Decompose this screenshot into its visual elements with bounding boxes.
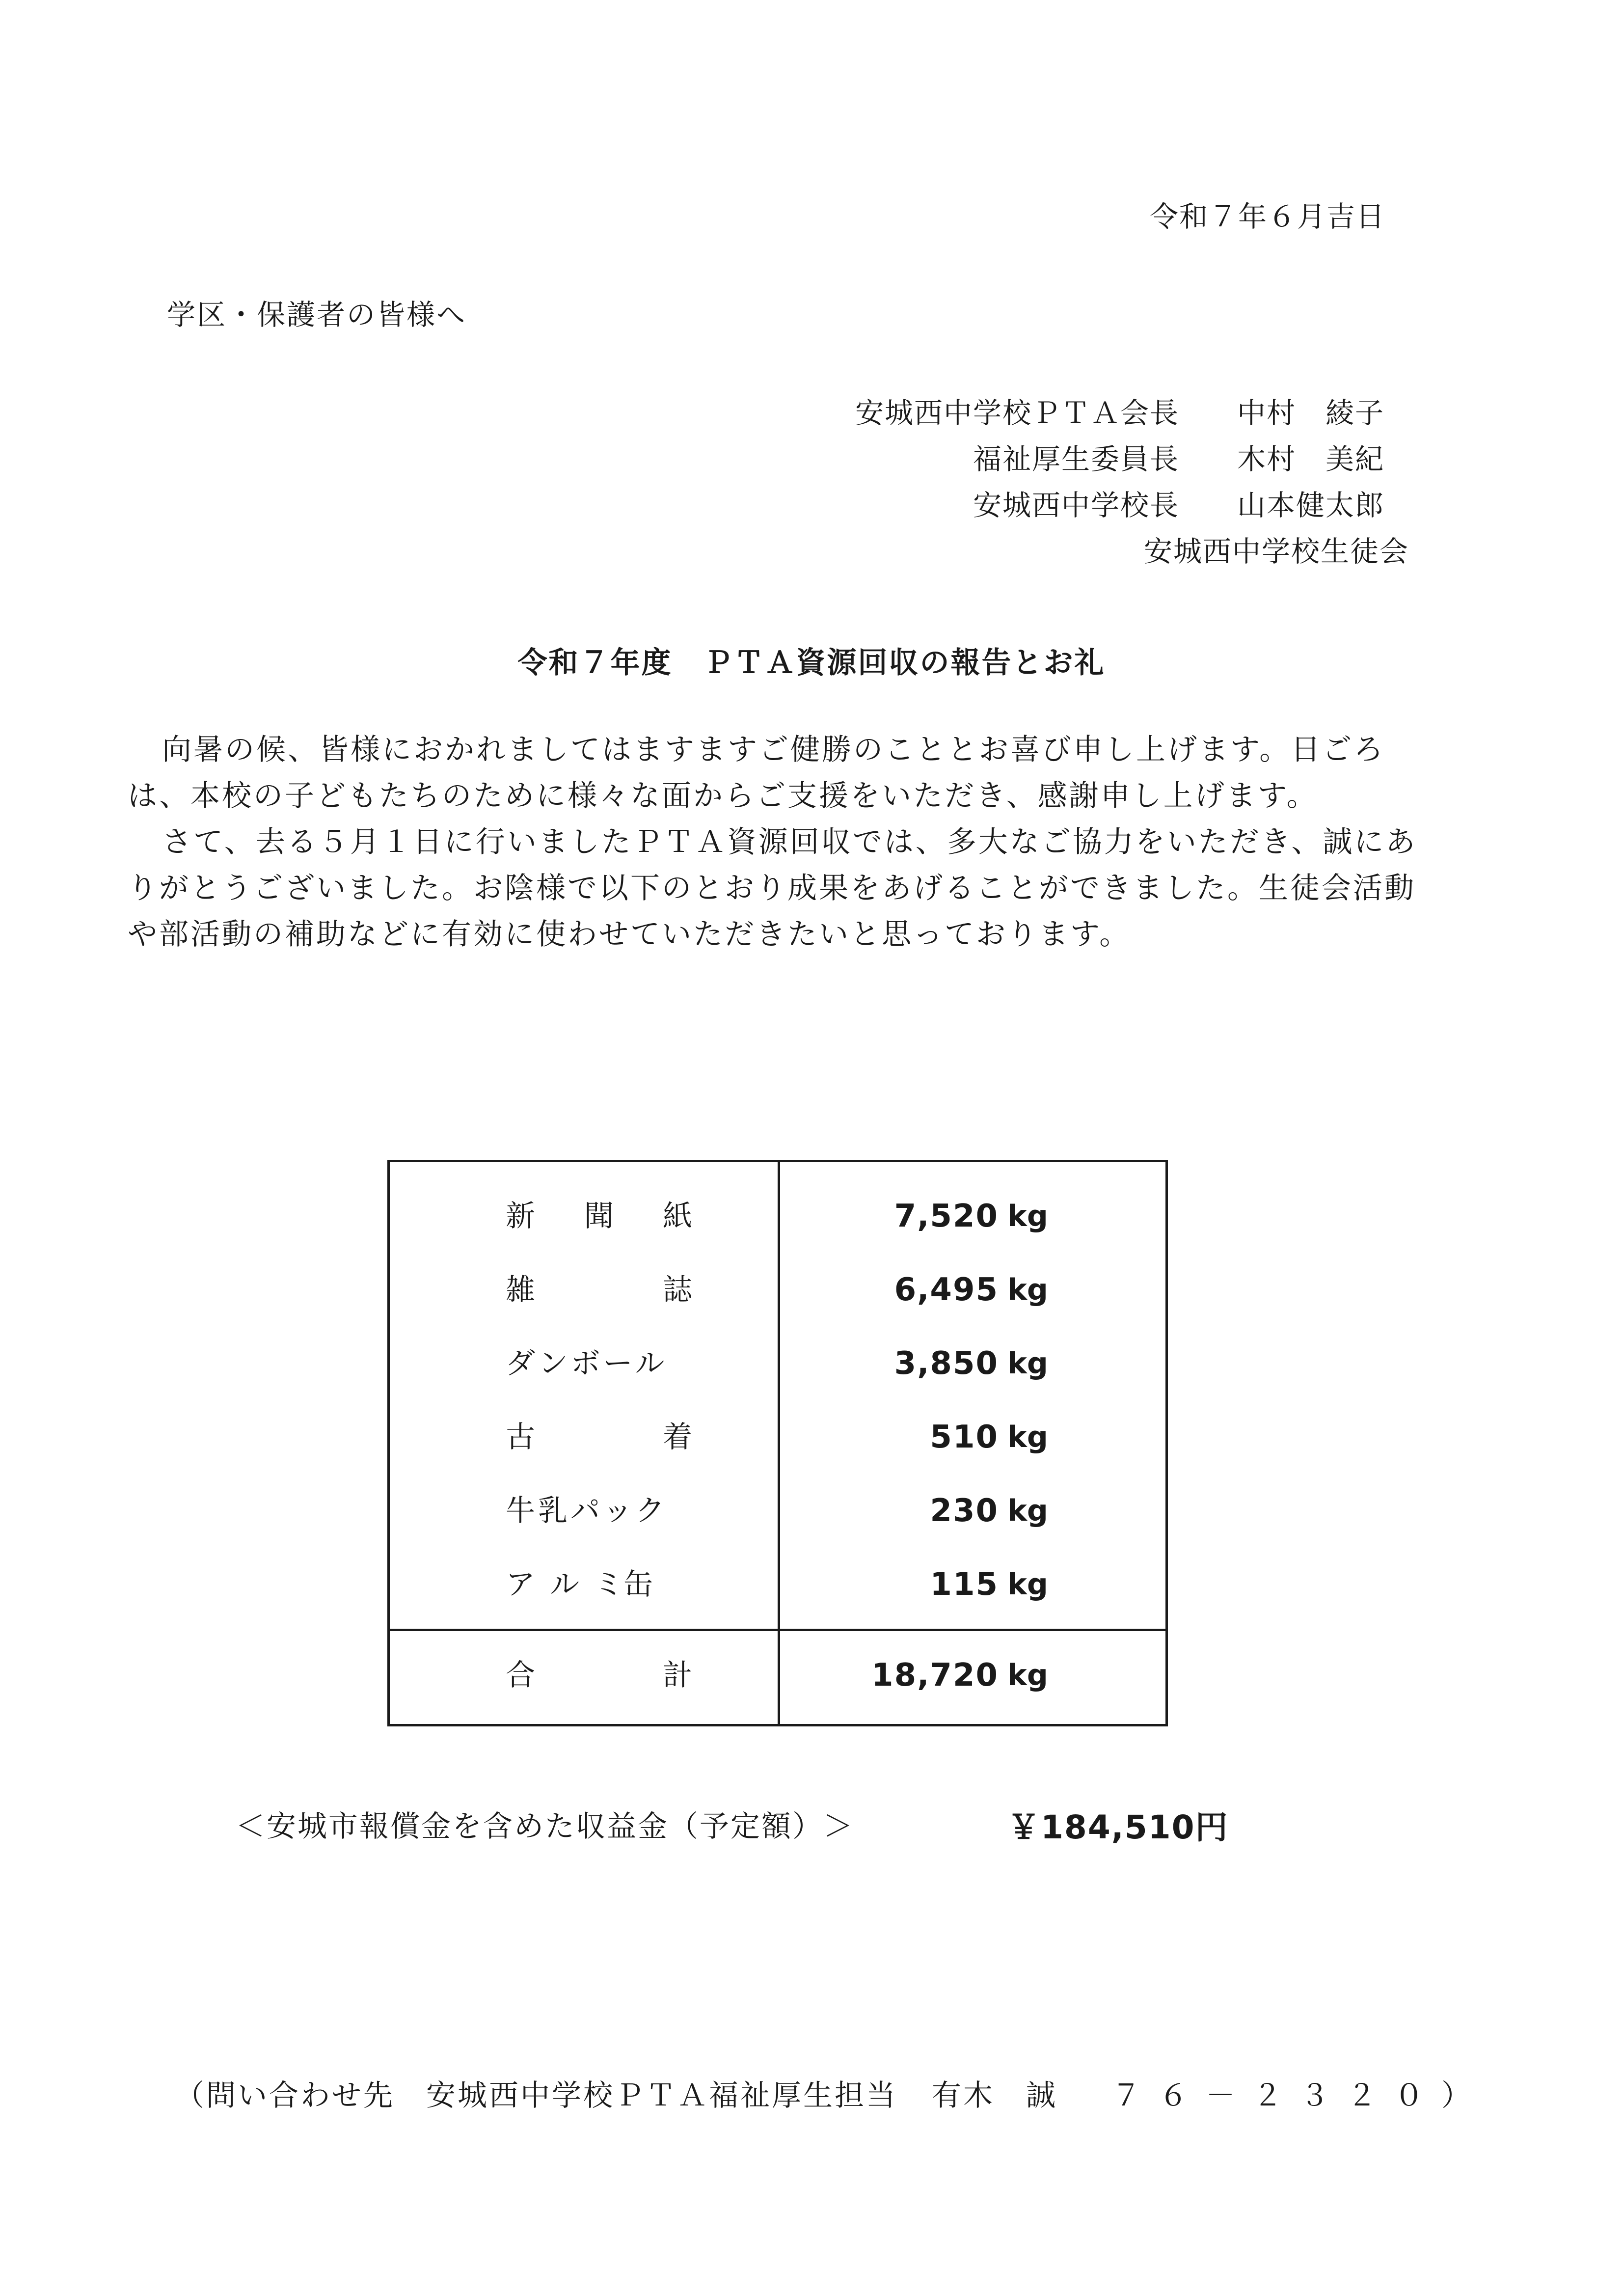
sender-welfare-chair [973, 442, 1409, 476]
table-item-amount: 510 [930, 1419, 999, 1455]
table-row-milk-cartons [390, 1474, 1165, 1548]
table-total-divider [390, 1629, 1165, 1631]
table-item-unit: kg [1007, 1494, 1048, 1528]
contact-prefix: （問い合わせ先 安城西中学校ＰＴＡ福祉厚生担当 [175, 2078, 897, 2113]
body-paragraph-report: さて、去る５月１日に行いましたＰＴＡ資源回収では、多大なご協力をいただき、誠にありがとうございました。お陰様で以下のとおり成果をあげることができました。生徒会活動や部活動の補助などに有効に使わせていただきたいと思っております。 [128, 825, 1417, 952]
sender-name: 木村 美紀 [1237, 442, 1385, 476]
table-item-unit: kg [1007, 1273, 1048, 1307]
collection-results-table [387, 1160, 1168, 1726]
revenue-label: ＜安城市報償金を含めた収益金（予定額）＞ [236, 1809, 854, 1844]
document-title: 令和７年度 ＰＴＡ資源回収の報告とお礼 [517, 646, 1106, 680]
recipient-line: 学区・保護者の皆様へ [167, 298, 467, 331]
sender-role: 福祉厚生委員長 [973, 442, 1179, 476]
sender-role: 安城西中学校ＰＴＡ会長 [855, 396, 1179, 430]
table-item-label: 雑 誌 [506, 1273, 692, 1307]
body-text [128, 727, 1424, 957]
table-row-cardboard [390, 1327, 1165, 1400]
table-row-old-clothes [390, 1400, 1165, 1474]
sender-pta-president [855, 396, 1409, 430]
table-item-label: 新 聞 紙 [506, 1199, 692, 1233]
table-item-label: ダンボール [506, 1346, 668, 1381]
table-item-label: ア ル ミ缶 [506, 1567, 653, 1602]
table-row-newspaper [390, 1179, 1165, 1253]
table-item-amount: 7,520 [894, 1198, 999, 1234]
table-item-label: 古 着 [506, 1420, 692, 1454]
table-item-unit: kg [1007, 1346, 1048, 1381]
body-paragraph-greeting: 向暑の候、皆様におかれましてはますますご健勝のこととお喜び申し上げます。日ごろは、本校の子どもたちのために様々な面からご支援をいただき、感謝申し上げます。 [128, 733, 1385, 813]
table-item-unit: kg [1007, 1420, 1048, 1454]
sender-name: 中村 綾子 [1237, 396, 1385, 430]
table-total-label: 合 計 [506, 1658, 692, 1693]
sender-role: 安城西中学校長 [973, 489, 1179, 522]
contact-phone: ７６－２３２０） [1111, 2078, 1488, 2113]
table-item-label: 牛乳パック [506, 1494, 668, 1528]
table-item-unit: kg [1007, 1199, 1048, 1233]
table-total-unit: kg [1007, 1658, 1048, 1693]
contact-name: 有木 誠 [932, 2078, 1057, 2113]
table-item-amount: 6,495 [894, 1272, 999, 1308]
table-item-amount: 3,850 [894, 1345, 999, 1382]
document-date: 令和７年６月吉日 [1149, 200, 1385, 233]
sender-principal [973, 489, 1409, 522]
table-item-amount: 230 [930, 1493, 999, 1529]
table-row-total [390, 1639, 1165, 1712]
sender-student-council: 安城西中学校生徒会 [1143, 535, 1409, 568]
revenue-amount: ￥184,510円 [1007, 1808, 1229, 1846]
sender-name: 山本健太郎 [1237, 489, 1385, 522]
table-total-amount: 18,720 [871, 1657, 999, 1694]
table-row-aluminum-cans [390, 1548, 1165, 1621]
contact-line [175, 2072, 1488, 2114]
table-item-unit: kg [1007, 1567, 1048, 1602]
table-item-amount: 115 [930, 1566, 999, 1603]
table-row-magazines [390, 1253, 1165, 1327]
